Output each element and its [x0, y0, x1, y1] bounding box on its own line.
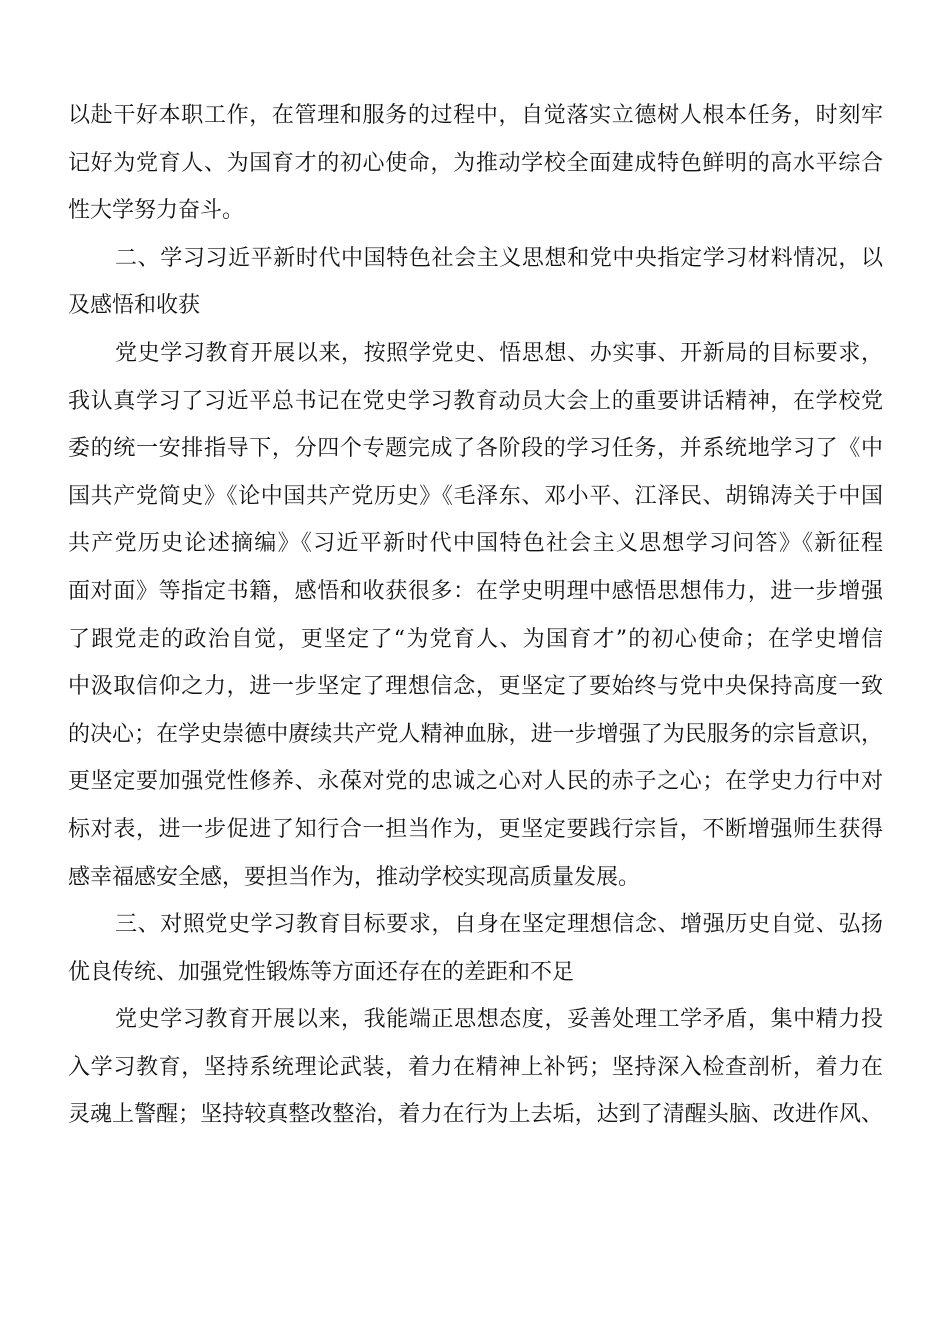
- text-line: 更坚定要加强党性修养、永葆对党的忠诚之心对人民的赤子之心；在学史力行中对: [68, 769, 883, 795]
- text-line: 优良传统、加强党性锻炼等方面还存在的差距和不足: [68, 959, 575, 985]
- text-line: 的决心；在学史崇德中赓续共产党人精神血脉，进一步增强了为民服务的宗旨意识，: [68, 721, 883, 747]
- text-line: 记好为党育人、为国育才的初心使命，为推动学校全面建成特色鲜明的高水平综合: [68, 150, 883, 176]
- text-line: 委的统一安排指导下，分四个专题完成了各阶段的学习任务，并系统地学习了《中: [68, 436, 883, 462]
- document-page: [68, 92, 883, 1139]
- text-line: 共产党历史论述摘编》《习近平新时代中国特色社会主义思想学习问答》《新征程: [68, 531, 883, 557]
- text-line: 以赴干好本职工作，在管理和服务的过程中，自觉落实立德树人根本任务，时刻牢: [68, 103, 883, 128]
- text-line: 中汲取信仰之力，进一步坚定了理想信念，更坚定了要始终与党中央保持高度一致: [68, 674, 883, 700]
- text-line: 灵魂上警醒；坚持较真整改整治，着力在行为上去垢，达到了清醒头脑、改进作风、: [68, 1102, 883, 1128]
- text-line: 及感悟和收获: [68, 293, 201, 319]
- text-line: 了跟党走的政治自觉，更坚定了“为党育人、为国育才”的初心使命；在学史增信: [68, 626, 883, 652]
- text-line: 性大学努力奋斗。: [68, 198, 245, 224]
- text-line: 二、学习习近平新时代中国特色社会主义思想和党中央指定学习材料情况，以: [115, 245, 883, 271]
- text-line: 党史学习教育开展以来，按照学党史、悟思想、办实事、开新局的目标要求，: [115, 340, 883, 366]
- text-line: 标对表，进一步促进了知行合一担当作为，更坚定要践行宗旨，不断增强师生获得: [68, 816, 883, 842]
- text-line: 我认真学习了习近平总书记在党史学习教育动员大会上的重要讲话精神，在学校党: [68, 388, 883, 414]
- text-line: 感幸福感安全感，要担当作为，推动学校实现高质量发展。: [68, 864, 641, 890]
- text-line: 三、对照党史学习教育目标要求，自身在坚定理想信念、增强历史自觉、弘扬: [115, 912, 883, 938]
- text-line: 面对面》等指定书籍，感悟和收获很多：在学史明理中感悟思想伟力，进一步增强: [68, 578, 883, 604]
- text-line: 入学习教育，坚持系统理论武装，着力在精神上补钙；坚持深入检查剖析，着力在: [68, 1054, 883, 1080]
- text-line: 国共产党简史》《论中国共产党历史》《毛泽东、邓小平、江泽民、胡锦涛关于中国: [68, 483, 883, 509]
- text-line: 党史学习教育开展以来，我能端正思想态度，妥善处理工学矛盾，集中精力投: [115, 1007, 883, 1033]
